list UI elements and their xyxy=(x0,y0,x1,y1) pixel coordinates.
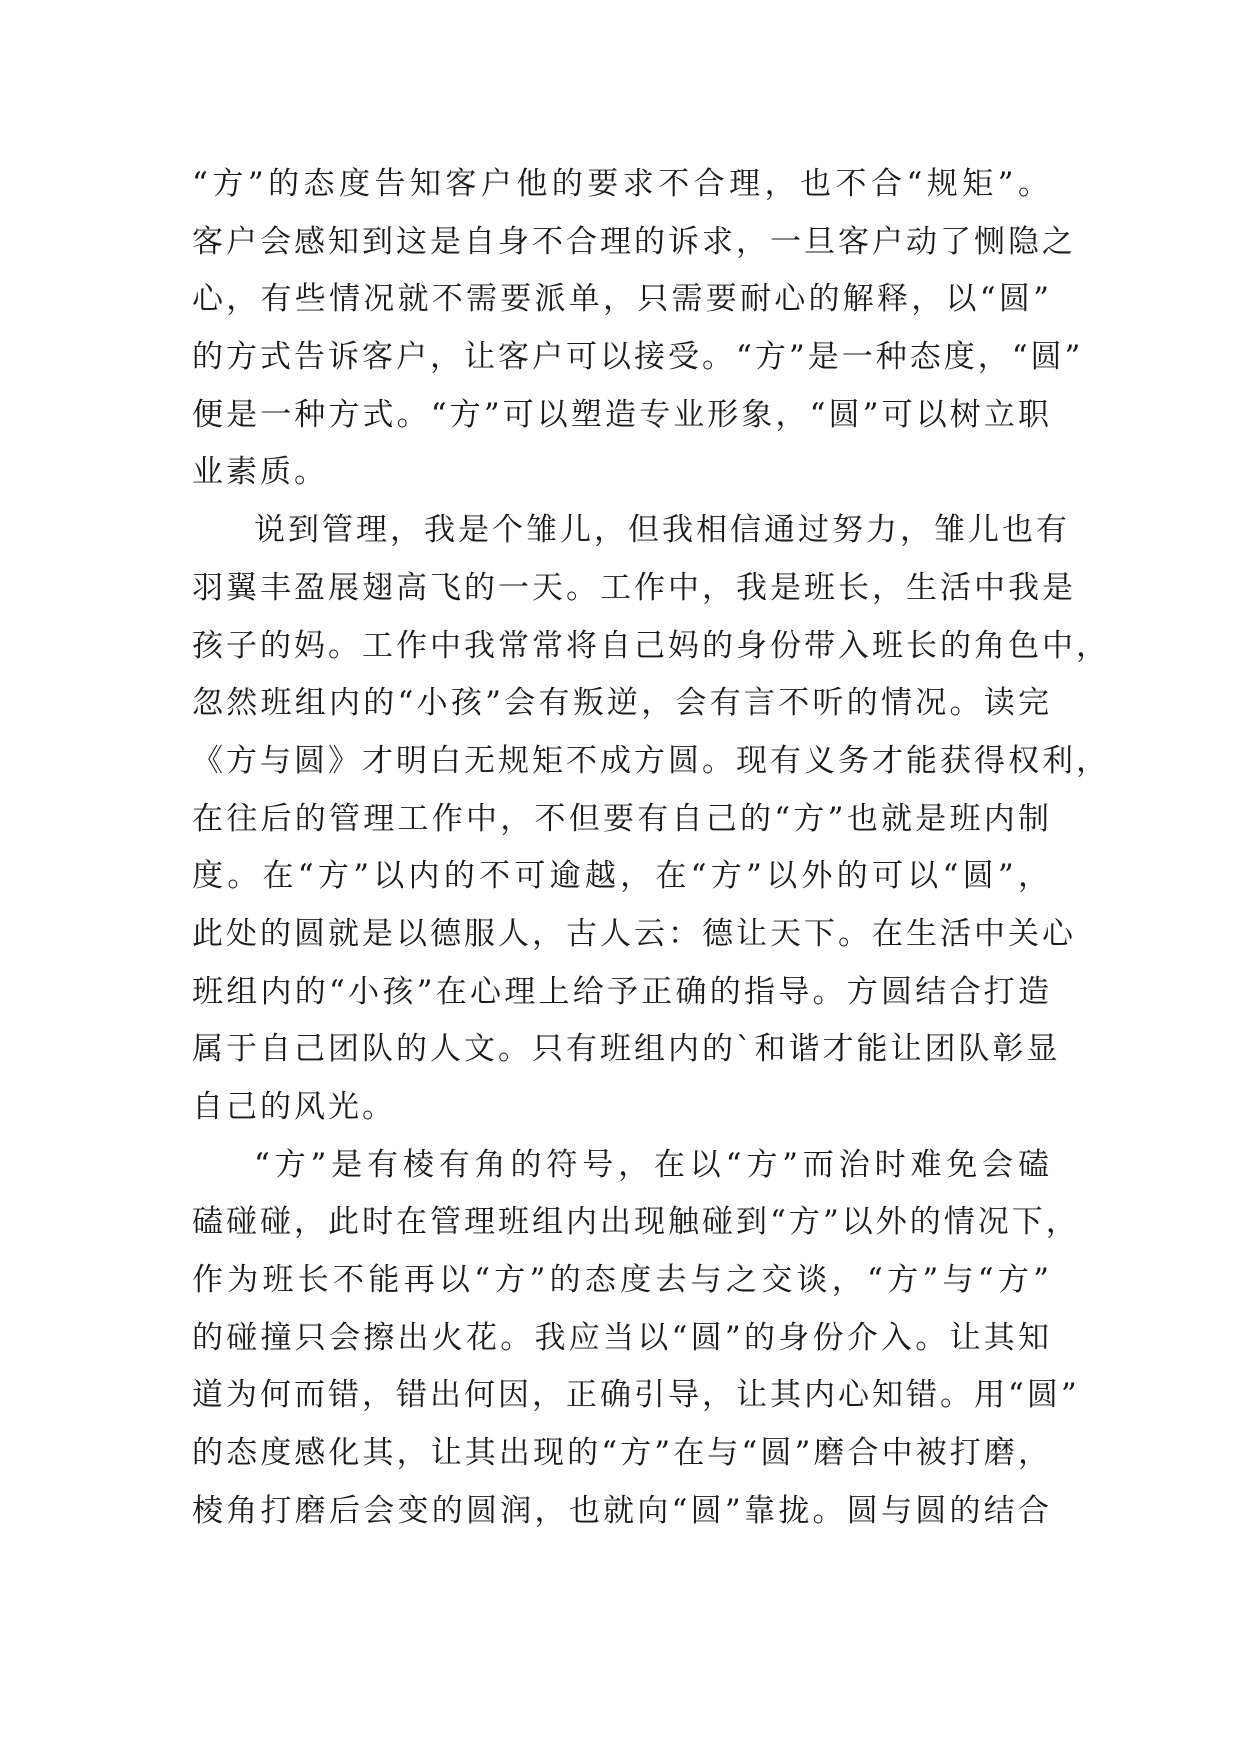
text-line: 《方与圆》才明白无规矩不成方圆。现有义务才能获得权利， xyxy=(192,742,1110,779)
text-line: 心，有些情况就不需要派单，只需要耐心的解释，以“圆” xyxy=(192,281,1052,318)
text-line: “方”的态度告知客户他的要求不合理，也不合“规矩”。 xyxy=(192,166,1052,202)
text-line: 此处的圆就是以德服人，古人云：德让天下。在生活中关心 xyxy=(192,915,1076,952)
text-line: 班组内的“小孩”在心理上给予正确的指导。方圆结合打造 xyxy=(192,973,1052,1010)
text-line: 棱角打磨后会变的圆润，也就向“圆”靠拢。圆与圆的结合 xyxy=(192,1492,1052,1529)
text-line: 磕碰碰，此时在管理班组内出现触碰到“方”以外的情况下， xyxy=(192,1204,1080,1241)
body-text xyxy=(192,156,1110,1541)
text-line: 说到管理，我是个雏儿，但我相信通过努力，雏儿也有 xyxy=(254,512,1070,549)
text-line: 的方式告诉客户，让客户可以接受。“方”是一种态度，“圆” xyxy=(192,339,1084,376)
text-line: 便是一种方式。“方”可以塑造专业形象，“圆”可以树立职 xyxy=(192,396,1052,433)
text-line: 客户会感知到这是自身不合理的诉求，一旦客户动了恻隐之 xyxy=(192,223,1076,260)
text-line: 道为何而错，错出何因，正确引导，让其内心知错。用“圆” xyxy=(192,1377,1080,1414)
text-line: 忽然班组内的“小孩”会有叛逆，会有言不听的情况。读完 xyxy=(192,685,1052,722)
text-line: 属于自己团队的人文。只有班组内的`和谐才能让团队彰显 xyxy=(192,1031,1061,1068)
text-line: 作为班长不能再以“方”的态度去与之交谈，“方”与“方” xyxy=(192,1262,1052,1299)
text-line: 孩子的妈。工作中我常常将自己妈的身份带入班长的角色中， xyxy=(192,627,1110,664)
text-line: 在往后的管理工作中，不但要有自己的“方”也就是班内制 xyxy=(192,800,1052,837)
text-line: 羽翼丰盈展翅高飞的一天。工作中，我是班长，生活中我是 xyxy=(192,569,1076,606)
text-line: 度。在“方”以内的不可逾越，在“方”以外的可以“圆”， xyxy=(192,858,1052,895)
paragraph-1 xyxy=(192,156,1084,502)
text-line: “方”是有棱有角的符号，在以“方”而治时难免会磕 xyxy=(254,1146,1052,1183)
text-line: 的态度感化其，让其出现的“方”在与“圆”磨合中被打磨， xyxy=(192,1435,1052,1472)
text-line: 的碰撞只会擦出火花。我应当以“圆”的身份介入。让其知 xyxy=(192,1319,1052,1356)
paragraph-3 xyxy=(192,1137,1080,1541)
text-line: 业素质。 xyxy=(192,454,328,491)
paragraph-2 xyxy=(192,502,1110,1137)
text-line: 自己的风光。 xyxy=(192,1089,396,1125)
